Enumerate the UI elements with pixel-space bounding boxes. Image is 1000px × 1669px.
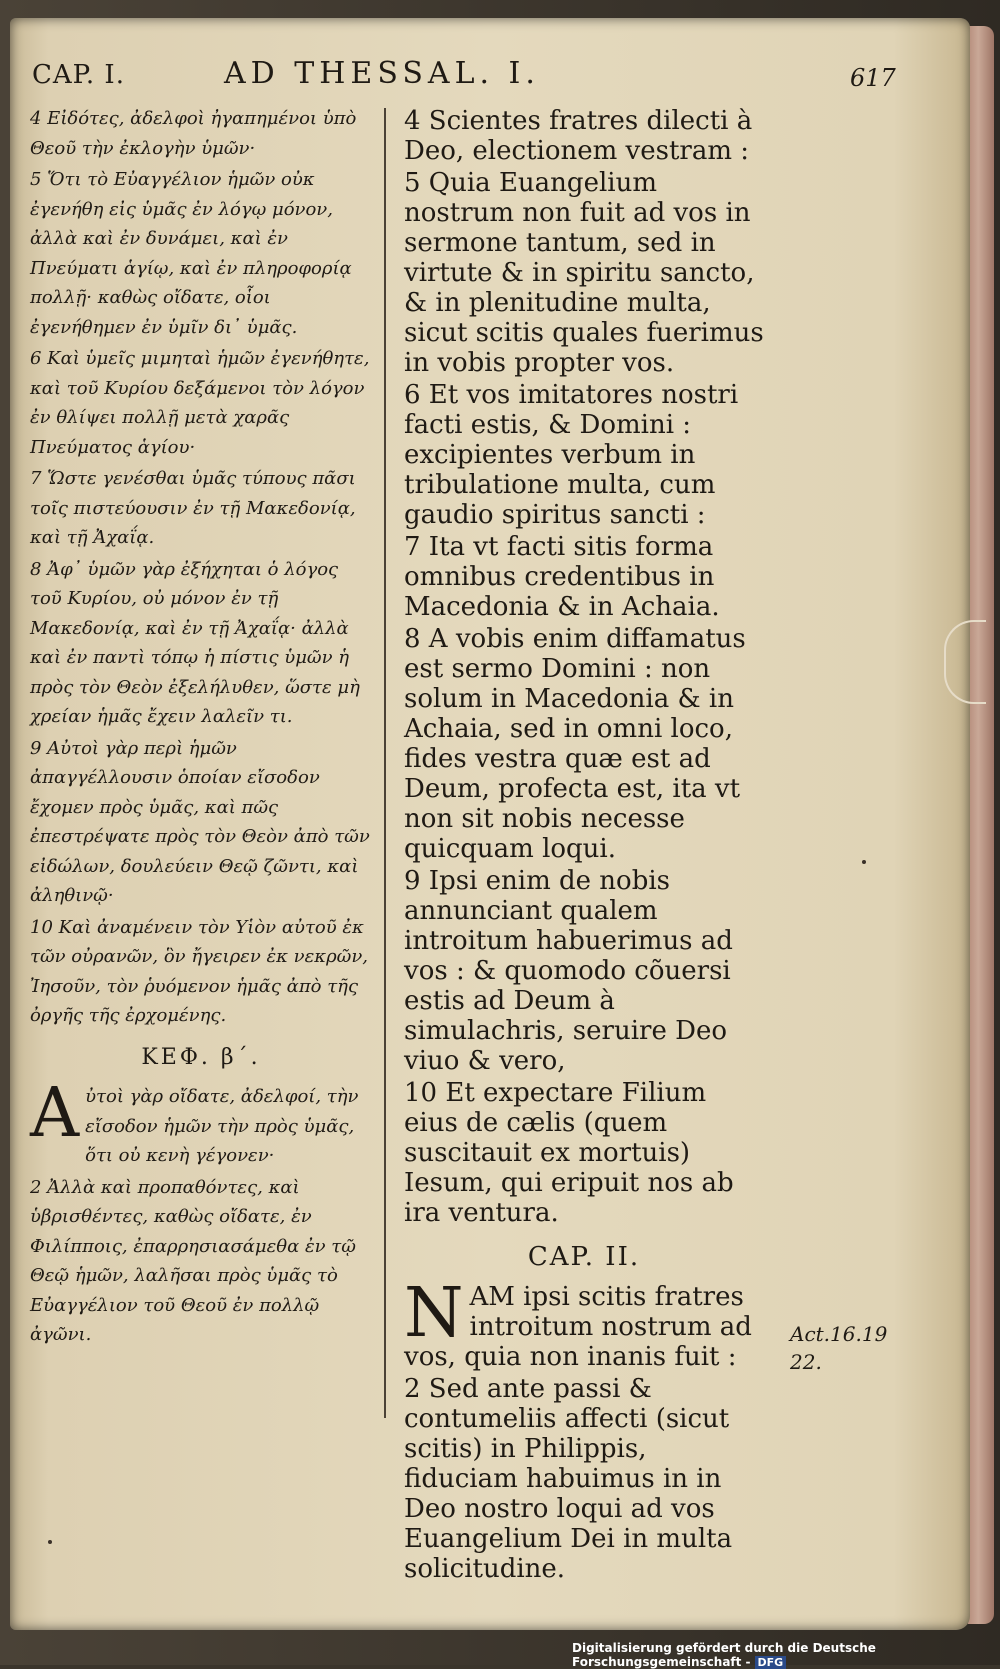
latin-verse: 2 Sed ante passi & contumeliis affecti (sicut scitis) in Philippis, fiduciam habuimus in in Deo nostro loqui ad vos Euangelium Dei in multa solicitudine. (404, 1374, 733, 1584)
credit-text: Digitalisierung gefördert durch die Deutsche Forschungsgemeinschaft - (572, 1641, 876, 1669)
page-number: 617 (850, 64, 896, 92)
margin-reference (790, 1320, 887, 1376)
latin-verse: 10 Et expectare Filium eius de cælis (quem suscitauit ex mortuis) Iesum, qui eripuit nos ab ira ventura. (404, 1078, 734, 1228)
greek-verse: 4 Εἰδότες, ἀδελφοὶ ἠγαπημένοι ὑπὸ Θεοῦ τὴν ἐκλογὴν ὑμῶν· (30, 108, 357, 159)
page-clip (944, 620, 986, 704)
greek-verse-text: ὐτοὶ γὰρ οἴδατε, ἀδελφοί, τὴν εἴσοδον ἡμῶν τὴν πρὸς ὑμᾶς, ὅτι οὐ κενὴ γέγονεν· (85, 1086, 359, 1166)
latin-verse: 5 Quia Euangelium nostrum non fuit ad vos in sermone tantum, sed in virtute & in spiritu sancto, & in plenitudine multa, sicut scitis quales fuerimus in vobis propter vos. (404, 168, 764, 378)
greek-verse: 9 Αὐτοὶ γὰρ περὶ ἡμῶν ἀπαγγέλλουσιν ὁποίαν εἴσοδον ἔχομεν πρὸς ὑμᾶς, καὶ πῶς ἐπεστρέψατε πρὸς τὸν Θεὸν ἀπὸ τῶν εἰδώλων, δουλεύειν Θεῷ ζῶντι, καὶ ἀληθινῷ· (30, 737, 370, 906)
latin-drop-cap: N (404, 1274, 464, 1353)
greek-verse (30, 1074, 372, 1171)
greek-chapter-heading: ΚΕΦ. β΄. (141, 1044, 261, 1070)
margin-reference-line: Act.16.19 (790, 1322, 888, 1346)
latin-chapter-heading: CAP. II. (527, 1242, 641, 1272)
greek-drop-cap: Α (30, 1074, 80, 1153)
page-edge (968, 26, 994, 1624)
ink-speck (48, 1540, 52, 1544)
greek-verse: 10 Καὶ ἀναμένειν τὸν Υἱὸν αὐτοῦ ἐκ τῶν οὐρανῶν, ὃν ἤγειρεν ἐκ νεκρῶν, Ἰησοῦν, τὸν ῥυόμενον ἡμᾶς ἀπὸ τῆς ὀργῆς τῆς ἐρχομένης. (30, 916, 369, 1026)
greek-verse: 2 Ἀλλὰ καὶ προπαθόντες, καὶ ὑβρισθέντες, καθὼς οἴδατε, ἐν Φιλίπποις, ἐπαρρησιασάμεθα ἐν τῷ Θεῷ ἡμῶν, λαλῆσαι πρὸς ὑμᾶς τὸ Εὐαγγέλιον τοῦ Θεοῦ ἐν πολλῷ ἀγῶνι. (30, 1176, 356, 1345)
latin-column (404, 106, 764, 1586)
latin-verse: 7 Ita vt facti sitis forma omnibus credentibus in Macedonia & in Achaia. (404, 532, 720, 622)
running-header-title: AD THESSAL. I. (224, 56, 540, 91)
latin-verse: 8 A vobis enim diffamatus est sermo Domini : non solum in Macedonia & in Achaia, sed in omni loco, fides vestra quæ est ad Deum, profecta est, ita vt non sit nobis necesse quicquam loqui. (404, 624, 746, 864)
greek-verse: 5 Ὅτι τὸ Εὐαγγέλιον ἡμῶν οὐκ ἐγενήθη εἰς ὑμᾶς ἐν λόγῳ μόνον, ἀλλὰ καὶ ἐν δυνάμει, καὶ ἐν Πνεύματι ἁγίῳ, καὶ ἐν πληροφορίᾳ πολλῇ· καθὼς οἴδατε, οἷοι ἐγενήθημεν ἐν ὑμῖν δι᾽ ὑμᾶς. (30, 169, 352, 338)
dfg-logo: DFG (755, 1656, 787, 1669)
latin-verse (404, 1274, 764, 1372)
margin-reference-line: 22. (790, 1350, 822, 1374)
latin-verse: 9 Ipsi enim de nobis annunciant qualem introitum habuerimus ad vos : & quomodo cõuersi estis ad Deum à simulachris, seruire Deo viuo & vero, (404, 866, 733, 1076)
greek-verse: 7 Ὥστε γενέσθαι ὑμᾶς τύπους πᾶσι τοῖς πιστεύουσιν ἐν τῇ Μακεδονίᾳ, καὶ τῇ Ἀχαΐᾳ. (30, 468, 356, 548)
latin-verse: 6 Et vos imitatores nostri facti estis, & Domini : excipientes verbum in tribulatione multa, cum gaudio spiritus sancti : (404, 380, 739, 530)
greek-column (30, 104, 372, 1352)
latin-verse: 4 Scientes fratres dilecti à Deo, electionem vestram : (404, 106, 753, 166)
column-rule (384, 108, 386, 1418)
latin-verse-text: AM ipsi scitis fratres introitum nostrum ad vos, quia non inanis fuit : (404, 1282, 752, 1372)
greek-verse: 8 Ἀφ᾽ ὑμῶν γὰρ ἐξήχηται ὁ λόγος τοῦ Κυρίου, οὐ μόνον ἐν τῇ Μακεδονίᾳ, καὶ ἐν τῇ Ἀχαΐᾳ· ἀλλὰ καὶ ἐν παντὶ τόπῳ ἡ πίστις ὑμῶν ἡ πρὸς τὸν Θεὸν ἐξελήλυθεν, ὥστε μὴ χρείαν ἡμᾶς ἔχειν λαλεῖν τι. (30, 558, 360, 727)
ink-speck (862, 860, 866, 864)
greek-verse: 6 Καὶ ὑμεῖς μιμηταὶ ἡμῶν ἐγενήθητε, καὶ τοῦ Κυρίου δεξάμενοι τὸν λόγον ἐν θλίψει πολλῇ μετὰ χαρᾶς Πνεύματος ἁγίου· (30, 348, 370, 458)
running-header-chapter: CAP. I. (32, 60, 125, 90)
